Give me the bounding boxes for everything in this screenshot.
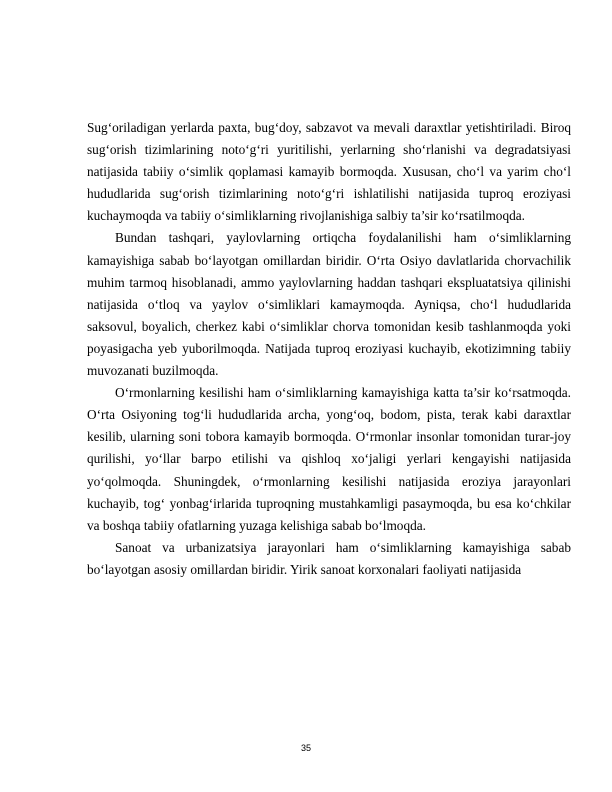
- paragraph-irrigation: Sug‘oriladigan yerlarda paxta, bug‘doy, sabzavot va mevali daraxtlar yetishtiriladi. Biroq sug‘orish tizimlarining noto‘g‘ri yuritilishi, yerlarning sho‘rlanishi va degradatsiyasi natijasida tabiiy o‘simlik qoplamasi kamayib bormoqda. Xususan, cho‘l va yarim cho‘l hududlarida sug‘orish tizimlarining noto‘g‘ri ishlatilishi natijasida tuproq eroziyasi kuchaymoqda va tabiiy o‘simliklarning rivojlanishiga salbiy ta’sir ko‘rsatilmoqda.: [87, 120, 571, 224]
- paragraph-deforestation: O‘rmonlarning kesilishi ham o‘simliklarning kamayishiga katta ta’sir ko‘rsatmoqda. O‘rta Osiyoning tog‘li hududlarida archa, yong‘oq, bodom, pista, terak kabi daraxtlar kesilib, ularning soni tobora kamayib bormoqda. O‘rmonlar insonlar tomonidan turar-joy qurilishi, yo‘llar barpo etilishi va qishloq xo‘jaligi yerlari kengayishi natijasida yo‘qolmoqda. Shuningdek, o‘rmonlarning kesilishi natijasida eroziya jarayonlari kuchayib, tog‘ yonbag‘irlarida tuproqning mustahkamligi pasaymoqda, bu esa ko‘chkilar va boshqa tabiiy ofatlarning yuzaga kelishiga sabab bo‘lmoqda.: [87, 385, 571, 533]
- paragraph-industry: Sanoat va urbanizatsiya jarayonlari ham o‘simliklarning kamayishiga sabab bo‘layotgan asosiy omillardan biridir. Yirik sanoat korxonalari faoliyati natijasida: [87, 539, 571, 577]
- page-number: 35: [300, 743, 311, 753]
- page-content: [87, 117, 571, 581]
- paragraph-pastures: Bundan tashqari, yaylovlarning ortiqcha foydalanilishi ham o‘simliklarning kamayishiga sabab bo‘layotgan omillardan biridir. O‘rta Osiyo davlatlarida chorvachilik muhim tarmoq hisoblanadi, ammo yaylovlarning haddan tashqari ekspluatatsiya qilinishi natijasida o‘tloq va yaylov o‘simliklari kamaymoqda. Ayniqsa, cho‘l hududlarida saksovul, boyalich, cherkez kabi o‘simliklar chorva tomonidan kesib tashlanmoqda yoki poyasigacha yeb yuborilmoqda. Natijada tuproq eroziyasi kuchayib, ekotizimning tabiiy muvozanati buzilmoqda.: [87, 230, 571, 379]
